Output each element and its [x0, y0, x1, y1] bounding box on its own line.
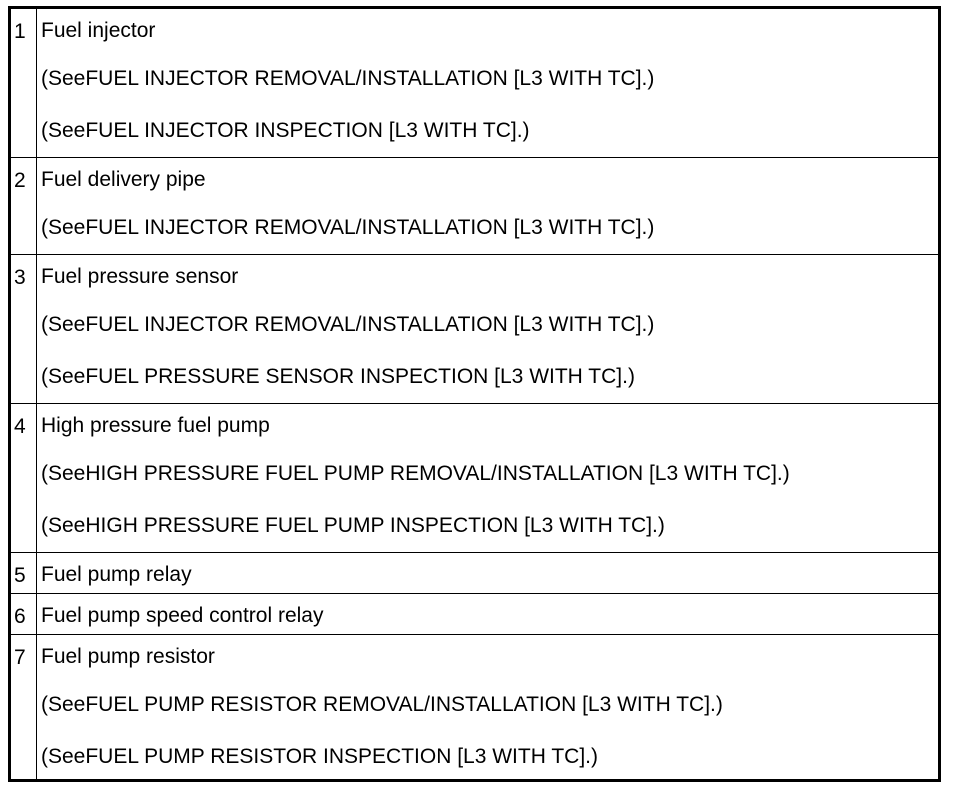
component-title: Fuel pump speed control relay — [41, 604, 324, 627]
row-content — [37, 255, 939, 404]
table-row — [11, 594, 939, 635]
component-table — [8, 6, 941, 782]
component-title: Fuel injector — [41, 19, 156, 42]
reference-link[interactable]: (SeeFUEL INJECTOR REMOVAL/INSTALLATION [L3 WITH TC].) — [41, 216, 655, 239]
reference-link[interactable]: (SeeFUEL INJECTOR INSPECTION [L3 WITH TC].) — [41, 119, 530, 142]
row-number: 5 — [11, 553, 37, 594]
row-number: 4 — [11, 404, 37, 553]
row-content — [37, 635, 939, 780]
table-row — [11, 553, 939, 594]
row-number: 1 — [11, 9, 37, 158]
row-content — [37, 404, 939, 553]
row-content — [37, 9, 939, 158]
row-number: 2 — [11, 158, 37, 255]
component-title: Fuel pump relay — [41, 563, 192, 586]
component-table-grid — [10, 8, 939, 780]
table-row — [11, 404, 939, 553]
table-row — [11, 9, 939, 158]
row-number: 3 — [11, 255, 37, 404]
row-content — [37, 158, 939, 255]
reference-link[interactable]: (SeeHIGH PRESSURE FUEL PUMP REMOVAL/INSTALLATION [L3 WITH TC].) — [41, 462, 790, 485]
row-number: 6 — [11, 594, 37, 635]
component-title: Fuel pressure sensor — [41, 265, 239, 288]
component-title: Fuel delivery pipe — [41, 168, 206, 191]
row-content — [37, 594, 939, 635]
reference-link[interactable]: (SeeFUEL PUMP RESISTOR INSPECTION [L3 WITH TC].) — [41, 745, 598, 768]
row-content — [37, 553, 939, 594]
reference-link[interactable]: (SeeFUEL INJECTOR REMOVAL/INSTALLATION [L3 WITH TC].) — [41, 313, 655, 336]
table-row — [11, 635, 939, 780]
component-title: Fuel pump resistor — [41, 645, 215, 668]
row-number: 7 — [11, 635, 37, 780]
reference-link[interactable]: (SeeHIGH PRESSURE FUEL PUMP INSPECTION [L3 WITH TC].) — [41, 514, 665, 537]
component-title: High pressure fuel pump — [41, 414, 270, 437]
table-row — [11, 158, 939, 255]
reference-link[interactable]: (SeeFUEL PUMP RESISTOR REMOVAL/INSTALLATION [L3 WITH TC].) — [41, 693, 723, 716]
reference-link[interactable]: (SeeFUEL INJECTOR REMOVAL/INSTALLATION [L3 WITH TC].) — [41, 67, 655, 90]
table-row — [11, 255, 939, 404]
reference-link[interactable]: (SeeFUEL PRESSURE SENSOR INSPECTION [L3 WITH TC].) — [41, 365, 635, 388]
